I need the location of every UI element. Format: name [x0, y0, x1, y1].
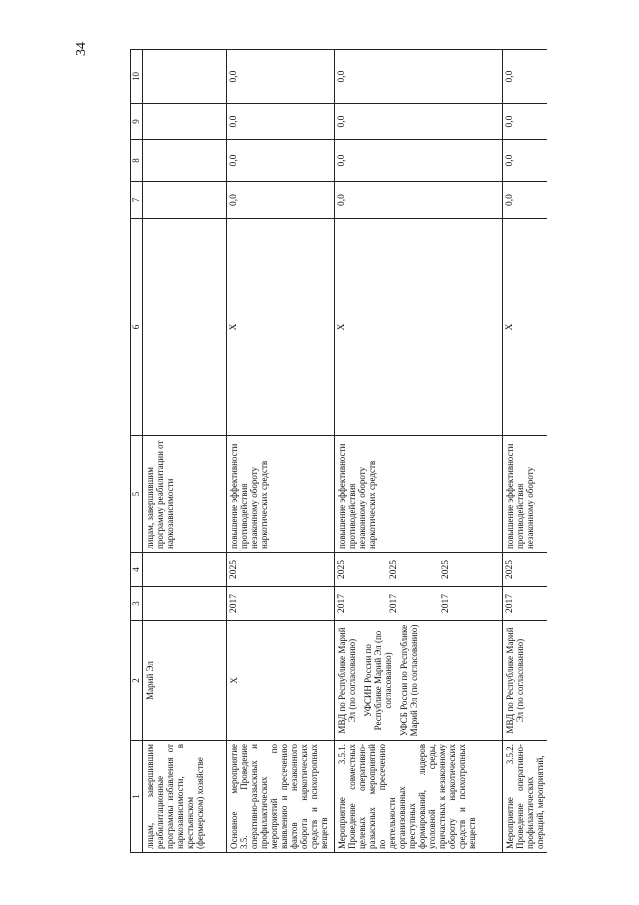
header-cell: 9 — [131, 104, 143, 140]
measure-name-cell: лицам, завершившим реабилитационные программы избавления от наркозависимости, в крестьянском (фермерском) хозяйстве — [143, 741, 227, 853]
end-year-cell: 2025 — [503, 553, 548, 587]
result-cell: повышение эффективности противодействия незаконному обороту наркотических средств — [227, 436, 335, 553]
value-cell: 0,0 — [227, 104, 335, 140]
year-entry: 2017 — [389, 594, 399, 613]
executor-entry: УФСИН России по Республике Марий Эл (по согласованию) — [363, 630, 393, 731]
value-cell: 0,0 — [227, 50, 335, 104]
measure-name-cell: Мероприятие 3.5.2. Проведение оперативно-профилактических операций, мероприятий, — [503, 741, 548, 853]
value-cell: 0,0 — [503, 104, 548, 140]
start-year-cell — [143, 587, 227, 621]
value-cell: 0,0 — [335, 140, 503, 182]
year-entry: 2025 — [337, 560, 347, 579]
executor-entry: УФСБ России по Республике Марий Эл (по согласованию) — [399, 624, 419, 737]
year-entry: 2017 — [441, 594, 451, 613]
header-cell: 2 — [131, 621, 143, 741]
year-entry: 2017 — [337, 594, 347, 613]
result-cell: повышение эффективности противодействия незаконному обороту наркотических средств — [335, 436, 503, 553]
program-table — [130, 49, 547, 853]
value-cell: 0,0 — [227, 182, 335, 219]
table-row — [143, 50, 227, 853]
start-year-cell: 2017 — [227, 587, 335, 621]
header-cell: 8 — [131, 140, 143, 182]
executor-entry: МВД по Республике Марий Эл (по согласованию) — [337, 627, 357, 734]
end-year-cell — [143, 553, 227, 587]
end-year-cell — [335, 553, 503, 587]
header-cell: 6 — [131, 219, 143, 436]
measure-name-cell: Основное мероприятие 3.5. Проведение оперативно-разыскных и профилактических мероприятий по выявлению и пресечению фактов незаконного оборота наркотических средств и психотропных веществ — [227, 741, 335, 853]
value-cell: 0,0 — [503, 182, 548, 219]
header-cell: 4 — [131, 553, 143, 587]
table-row — [503, 50, 548, 853]
header-cell: 3 — [131, 587, 143, 621]
table-row — [227, 50, 335, 853]
header-cell: 5 — [131, 436, 143, 553]
header-row — [131, 50, 143, 853]
value-cell: 0,0 — [503, 140, 548, 182]
page-number: 34 — [74, 42, 89, 56]
indicator-cell: Х — [335, 219, 503, 436]
header-cell: 7 — [131, 182, 143, 219]
header-cell: 1 — [131, 741, 143, 853]
value-cell — [143, 140, 227, 182]
executor-cell — [335, 621, 503, 741]
value-cell: 0,0 — [227, 140, 335, 182]
result-cell: лицам, завершившим программу реабилитации от наркозависимости — [143, 436, 227, 553]
rotated-table-wrapper — [130, 50, 545, 853]
executor-cell: Марий Эл — [143, 621, 227, 741]
indicator-cell: Х — [227, 219, 335, 436]
value-cell: 0,0 — [335, 50, 503, 104]
end-year-cell: 2025 — [227, 553, 335, 587]
value-cell: 0,0 — [335, 104, 503, 140]
start-year-cell — [335, 587, 503, 621]
value-cell — [143, 104, 227, 140]
header-cell: 10 — [131, 50, 143, 104]
year-entry: 2025 — [441, 560, 451, 579]
executor-cell: МВД по Республике Марий Эл (по согласованию) — [503, 621, 548, 741]
measure-name-cell: Мероприятие 3.5.1. Проведение совместных целевых оперативно-разыскных мероприятий по пресечению деятельности организованных преступных формирований, лидеров уголовной среды, причастных к незаконному обороту наркотических средств и психотропных веществ — [335, 741, 503, 853]
table-row — [335, 50, 503, 853]
result-cell: повышение эффективности противодействия незаконному обороту — [503, 436, 548, 553]
indicator-cell: Х — [503, 219, 548, 436]
value-cell: 0,0 — [335, 182, 503, 219]
value-cell — [143, 182, 227, 219]
start-year-cell: 2017 — [503, 587, 548, 621]
value-cell — [143, 50, 227, 104]
year-entry: 2025 — [389, 560, 399, 579]
indicator-cell — [143, 219, 227, 436]
executor-cell: Х — [227, 621, 335, 741]
value-cell: 0,0 — [503, 50, 548, 104]
